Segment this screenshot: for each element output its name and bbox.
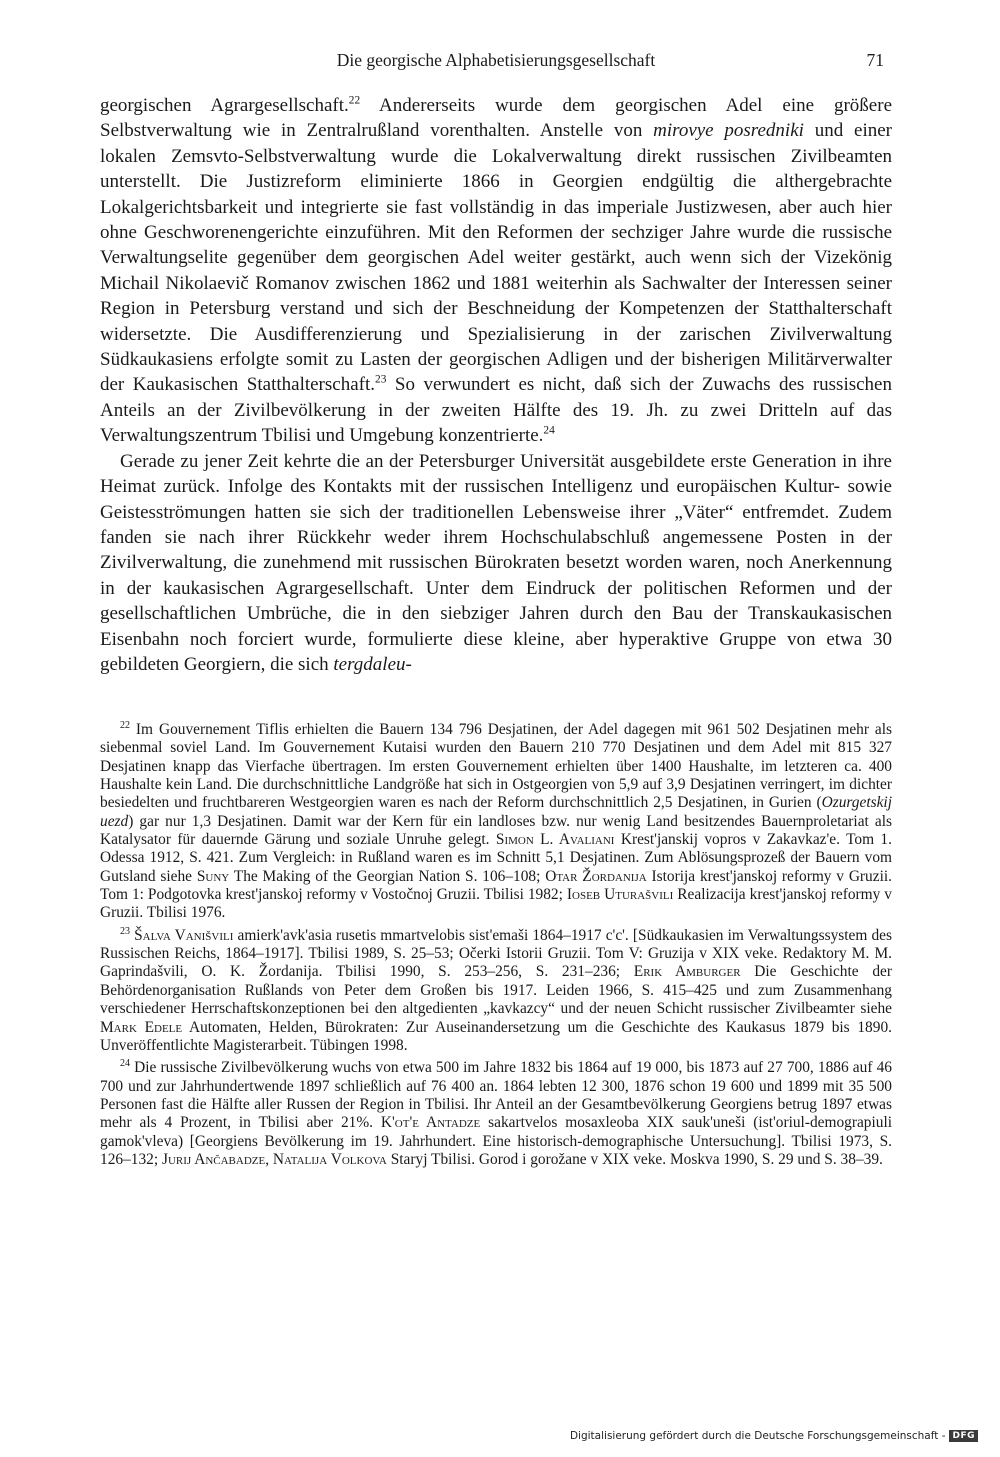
- author-name: Natalija Volkova: [272, 1150, 387, 1168]
- italic-term: Ozurgetskij uezd: [100, 794, 892, 830]
- text-run: ,: [265, 1150, 273, 1168]
- author-name: Ioseb Uturašvili: [566, 886, 674, 904]
- text-run: Realizacija krest'janskoj reformy v Gruzii. Tbilisi 1976.: [100, 886, 892, 922]
- author-name: Suny: [196, 867, 230, 885]
- text-run: Krest'janskij vopros v Zakavkaz'e. Tom 1. Odessa 1912, S. 421. Zum Vergleich: in Rußland waren es im Schnitt 5,1 Desjatinen. Zum Ablösungsprozeß der Bauern vom Gutsland siehe: [100, 831, 892, 885]
- text-run: Die Geschichte der Behördenorganisation Rußlands von Peter dem Großen bis 1917. Leiden 1966, S. 415–425 und zum Zusammenhang verschiedener Herrschaftskonzeptionen bei den altgedienten „kavkazcy“ und der neuen Schicht russischer Zivilbeamter siehe: [100, 963, 892, 1018]
- footnote-ref-23: 23: [375, 374, 387, 387]
- text-run: Automaten, Helden, Bürokraten: Zur Auseinandersetzung um die Geschichte des Kaukasus 1879 bis 1890. Unveröffentlichte Magisterarbeit. Tübingen 1998.: [100, 1018, 892, 1054]
- text-run: The Making of the Georgian Nation S. 106–108;: [229, 867, 546, 885]
- text-run: Gerade zu jener Zeit kehrte die an der Petersburger Universität ausgebildete erste Generation in ihre Heimat zurück. Infolge des Kontakts mit der russischen Intelligenz und europäischen Kultur- sowie Geistesströmungen hatten sie sich der traditionellen Lebensweise ihrer „Väter“ entfremdet. Zudem fanden sie nach ihrer Rückkehr weder ihrem Hochschulabschluß angemessene Posten in der Zivilverwaltung, die zunehmend mit russischen Bürokraten besetzt worden waren, noch Anerkennung in der kaukasischen Agrargesellschaft. Unter dem Eindruck der politischen Reformen und der gesellschaftlichen Umbrüche, die in den siebziger Jahren durch den Bau der Transkaukasischen Eisenbahn noch forciert wurde, formulierte diese kleine, aber hyperaktive Gruppe von etwa 30 gebildeten Georgiern, die sich: [100, 450, 892, 675]
- footnote-number: 22: [120, 719, 130, 731]
- footnote-ref-24: 24: [543, 424, 555, 437]
- text-run: georgischen Agrargesellschaft.: [100, 95, 349, 116]
- text-run: ) gar nur 1,3 Desjatinen. Damit war der Kern für ein landloses bzw. nur wenig Land besitzendes Bauernproletariat als Katalysator für dauernde Gärung und soziale Unruhe gelegt.: [100, 812, 892, 849]
- dfg-logo: DFG: [949, 1430, 978, 1442]
- text-run: Die russische Zivilbevölkerung wuchs von etwa 500 im Jahre 1832 bis 1864 auf 19 000, bis 1873 auf 27 700, 1886 auf 46 700 und zur Jahrhundertwende 1897 schließlich auf 76 400 an. 1864 lebten 12 300, 1876 schon 19 600 und 1899 mit 35 500 Personen fast die Hälfte aller Russen der Region in Tbilisi. Ihr Anteil an der Gesamtbevölkerung Georgiens betrug 1897 etwas mehr als 4 Prozent, in Tbilisi aber 21%.: [100, 1059, 892, 1132]
- text-run: Andererseits wurde dem georgischen Adel eine größere Selbstverwaltung wie in Zentralrußland vorenthalten. Anstelle von: [100, 95, 892, 142]
- text-run: Istorija krest'janskoj reformy v Gruzii. Tom 1: Podgotovka krest'janskoj reformy v Vostočnoj Gruzii. Tbilisi 1982;: [100, 867, 892, 904]
- footnote-23: [100, 927, 892, 1055]
- italic-term: tergdaleu-: [333, 653, 412, 675]
- footnote-number: 23: [120, 925, 130, 937]
- digitization-notice: [570, 1430, 978, 1442]
- footnotes: [100, 721, 892, 1173]
- text-run: sakartvelos mosaxleoba XIX sauk'uneši (ist'oriul-demograpiuli gamok'vleva) [Georgiens Bevölkerung im 19. Jahrhundert. Eine historisch-demographische Untersuchung]. Tbilisi 1973, S. 126–132;: [100, 1114, 893, 1168]
- footnote-24: [100, 1059, 892, 1169]
- author-name: Otar Žordanija: [545, 867, 647, 885]
- text-run: amierk'avk'asia rusetis mmartvelobis sist'emaši 1864–1917 c'c'. [Südkaukasien im Verwaltungssystem des Russischen Reichs, 1864–1917]. Tbilisi 1989, S. 25–53; Očerki Istorii Gruzii. Tom V: Gruzija v XIX veke. Redaktory M. M. Gaprindašvili, O. K. Žordanija. Tbilisi 1990, S. 253–256, S. 231–236;: [100, 926, 892, 981]
- text-run: und einer lokalen Zemsvto-Selbstverwaltung wurde die Lokalverwaltung direkt russischen Zivilbeamten unterstellt. Die Justizreform eliminierte 1866 in Georgien endgültig die althergebrachte Lokalgerichtsbarkeit und integrierte sie fast vollständig in das imperiale Justizwesen, aber auch hier ohne Geschworenengerichte einzuführen. Mit den Reformen der sechziger Jahre wurde die russische Verwaltungselite gegenüber dem georgischen Adel weiter gestärkt, auch wenn sich der Vizekönig Michail Nikolaevič Romanov zwischen 1862 und 1881 weiterhin als Sachwalter der Interessen seiner Region in Petersburg verstand und sich der Beschneidung der Kompetenzen der Statthalterschaft widersetzte. Die Ausdifferenzierung und Spezialisierung in der zarischen Zivilverwaltung Südkaukasiens erfolgte somit zu Lasten der georgischen Adligen und der bisherigen Militärverwalter der Kaukasischen Statthalterschaft.: [100, 120, 892, 396]
- author-name: Jurij Ančabadze: [162, 1150, 266, 1168]
- page-number: 71: [866, 50, 884, 70]
- author-name: Simon L. Avaliani: [495, 831, 615, 849]
- footnote-ref-22: 22: [348, 94, 361, 107]
- footnote-number: 24: [120, 1058, 130, 1070]
- paragraph-1: [100, 93, 892, 449]
- running-header: [100, 50, 892, 76]
- running-title: Die georgische Alphabetisierungsgesellschaft: [336, 50, 656, 70]
- main-text: [100, 93, 892, 677]
- footer-text: Digitalisierung gefördert durch die Deutsche Forschungsgemeinschaft -: [569, 1430, 946, 1442]
- author-name: Šalva Vanišvili: [134, 926, 234, 944]
- text-run: Staryj Tbilisi. Gorod i gorožane v XIX veke. Moskva 1990, S. 29 und S. 38–39.: [386, 1150, 883, 1168]
- author-name: Erik Amburger: [633, 963, 741, 981]
- text-run: So verwundert es nicht, daß sich der Zuwachs des russischen Anteils an der Zivilbevölkerung in der zweiten Hälfte des 19. Jh. zu zwei Dritteln auf das Verwaltungszentrum Tbilisi und Umgebung konzentrierte.: [100, 374, 892, 447]
- paragraph-2: [100, 449, 892, 678]
- author-name: Mark Edele: [100, 1018, 183, 1036]
- text-run: Im Gouvernement Tiflis erhielten die Bauern 134 796 Desjatinen, der Adel dagegen mit 961 502 Desjatinen mehr als siebenmal soviel Land. Im Gouvernement Kutaisi wurden den Bauern 210 770 Desjatinen und dem Adel mit 815 327 Desjatinen knapp das Vierfache übertragen. Im ersten Gouvernement erhielten über 1400 Haushalte, im letzteren ca. 400 Haushalte kein Land. Die durchschnittliche Landgröße hat sich in Ostgeorgien von 5,9 auf 3,9 Desjatinen verringert, im dichter besiedelten und fruchtbareren Westgeorgien waren es nach der Reform durchschnittlich 2,5 Desjatinen, in Gurien (: [100, 721, 892, 812]
- italic-term: mirovye posredniki: [653, 120, 804, 142]
- footnote-22: [100, 721, 892, 923]
- author-name: K'ot'e Antadze: [380, 1114, 481, 1132]
